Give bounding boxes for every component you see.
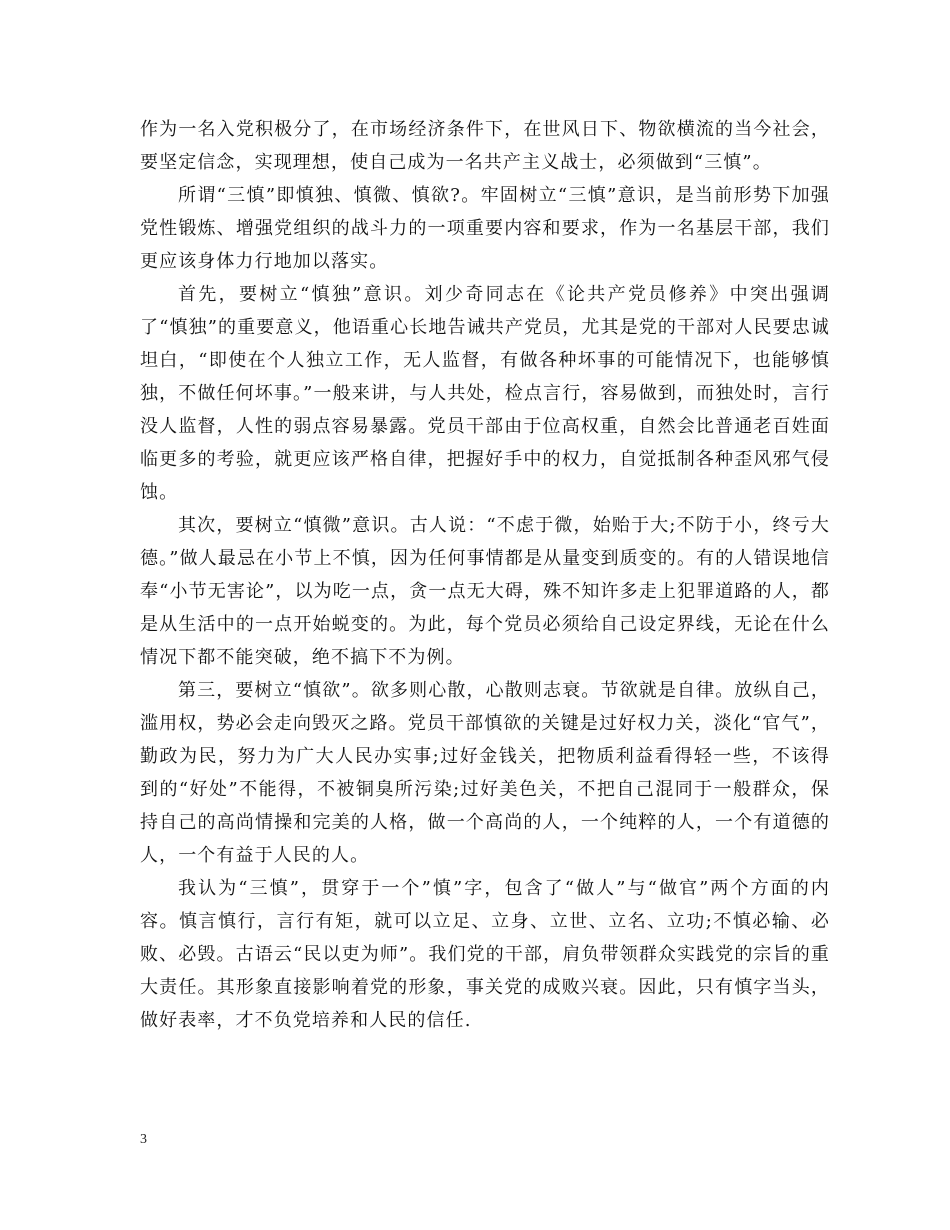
paragraph-4: 其次，要树立“慎微”意识。古人说：“不虑于微，始贻于大;不防于小，终亏大德。”做人最忌在小节上不慎，因为任何事情都是从量变到质变的。有的人错误地信奉“小节无害论”，以为吃一点，贪一点无大碍，殊不知许多走上犯罪道路的人，都是从生活中的一点开始蜕变的。为此，每个党员必须给自己设定界线，无论在什么情况下都不能突破，绝不搞下不为例。 — [140, 515, 830, 668]
paragraph-1: 作为一名入党积极分了，在市场经济条件下，在世风日下、物欲横流的当今社会，要坚定信念，实现理想，使自己成为一名共产主义战士，必须做到“三慎”。 — [140, 119, 830, 173]
paragraph-2: 所谓“三慎”即慎独、慎微、慎欲?。牢固树立“三慎”意识，是当前形势下加强党性锻炼、增强党组织的战斗力的一项重要内容和要求，作为一名基层干部，我们更应该身体力行地加以落实。 — [140, 185, 830, 272]
page-number: 3 — [140, 1132, 147, 1147]
paragraph-5: 第三，要树立“慎欲”。欲多则心散，心散则志衰。节欲就是自律。放纵自己，滥用权，势必会走向毁灭之路。党员干部慎欲的关键是过好权力关，淡化“官气”，勤政为民，努力为广大人民办实事;过好金钱关，把物质利益看得轻一些，不该得到的“好处”不能得，不被铜臭所污染;过好美色关，不把自己混同于一般群众，保持自己的高尚情操和完美的人格，做一个高尚的人，一个纯粹的人，一个有道德的人，一个有益于人民的人。 — [140, 680, 830, 866]
paragraph-3: 首先，要树立“慎独”意识。刘少奇同志在《论共产党员修养》中突出强调了“慎独”的重要意义，他语重心长地告诫共产党员，尤其是党的干部对人民要忠诚坦白，“即使在个人独立工作，无人监督，有做各种坏事的可能情况下，也能够慎独，不做任何坏事。”一般来讲，与人共处，检点言行，容易做到，而独处时，言行没人监督，人性的弱点容易暴露。党员干部由于位高权重，自然会比普通老百姓面临更多的考验，就更应该严格自律，把握好手中的权力，自觉抵制各种歪风邪气侵蚀。 — [140, 284, 830, 503]
paragraph-6: 我认为“三慎”，贯穿于一个”慎”字，包含了“做人”与“做官”两个方面的内容。慎言慎行，言行有矩，就可以立足、立身、立世、立名、立功;不慎必输、必败、必毁。古语云“民以吏为师”。我们党的干部，肩负带领群众实践党的宗旨的重大责任。其形象直接影响着党的形象，事关党的成败兴衰。因此，只有慎字当头，做好表率，才不负党培养和人民的信任. — [140, 878, 830, 1031]
document-body — [140, 113, 830, 1037]
